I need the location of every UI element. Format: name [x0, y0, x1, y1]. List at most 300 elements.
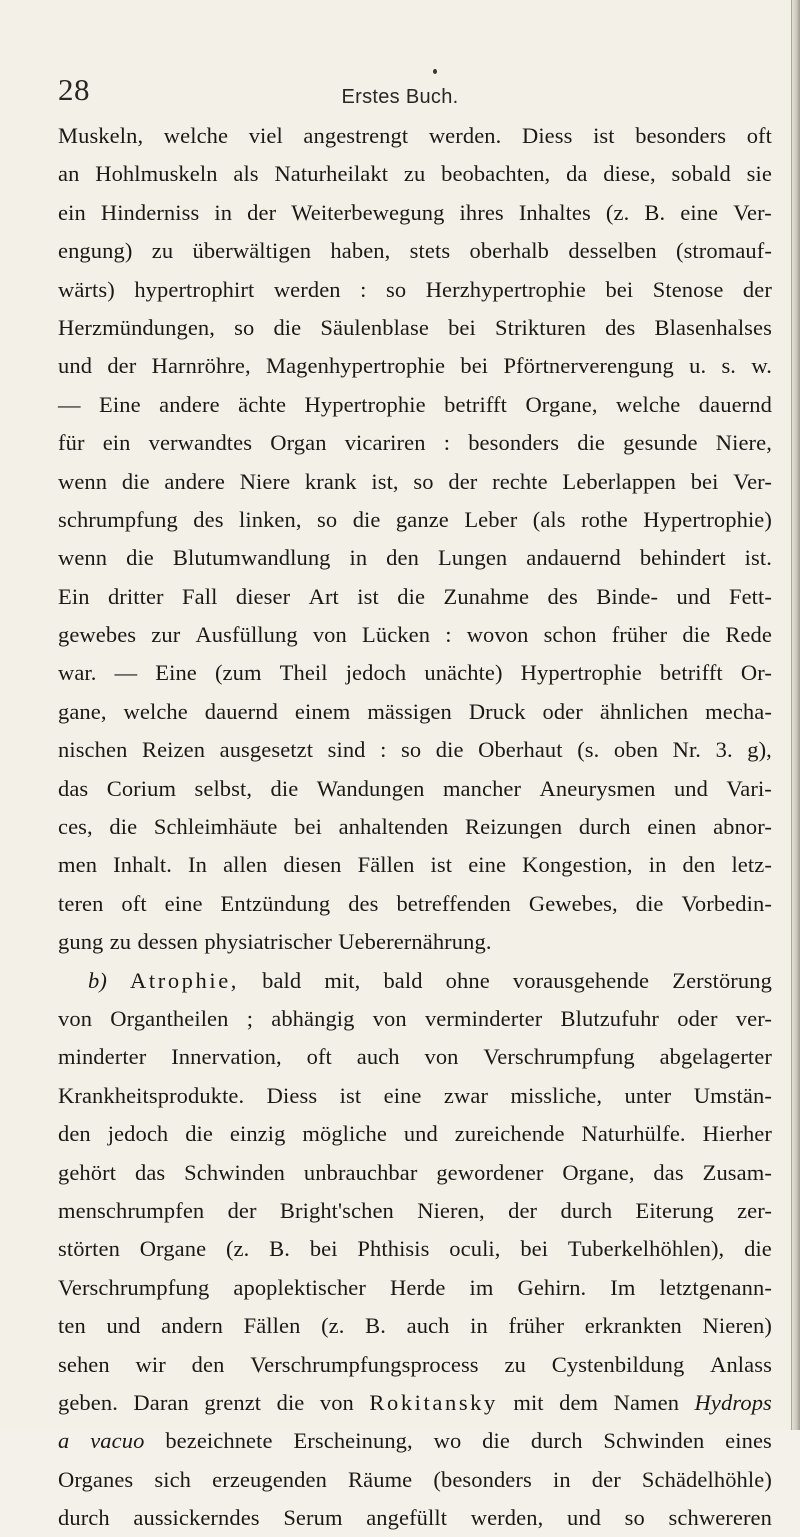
word: B. [269, 1236, 291, 1262]
word: linken, [239, 506, 302, 532]
word: in [349, 545, 368, 571]
word: die [397, 583, 426, 609]
word: oben [613, 737, 659, 763]
word: Nr. [672, 737, 702, 763]
word: menschrumpfen [58, 1197, 205, 1223]
text-line [58, 654, 772, 692]
text-line [58, 923, 772, 961]
word: dritter [107, 583, 164, 609]
word: so [234, 314, 255, 340]
text-line [58, 1077, 772, 1115]
word: gehört [58, 1159, 117, 1185]
text-line [58, 1038, 772, 1076]
running-head: Erstes Buch. [341, 86, 459, 108]
word: Reizen [141, 737, 206, 763]
word: Blutzufuhr [560, 1005, 660, 1031]
text-line [58, 271, 772, 309]
word: Ausfüllung [195, 622, 298, 648]
text-line [58, 463, 772, 501]
text-line [58, 770, 772, 808]
word: rothe [581, 506, 628, 532]
word: (zum [214, 660, 262, 686]
word: sobald [671, 161, 731, 187]
word: zu [151, 238, 174, 264]
word: Räume [348, 1466, 413, 1492]
word: werden, [470, 1505, 544, 1531]
word: gane, [58, 698, 107, 724]
word: unbrauchbar [303, 1159, 418, 1185]
word: Gewebes, [528, 890, 618, 916]
word: die [185, 1121, 213, 1147]
word: Fällen [243, 1313, 301, 1339]
word: abgelagerter [659, 1044, 772, 1070]
text-line [58, 1384, 772, 1422]
word: verwandtes [148, 430, 253, 456]
word: Organe, [525, 391, 598, 417]
word: schrumpfung [58, 506, 178, 532]
text-line [58, 1230, 772, 1268]
word: Theil [279, 660, 328, 686]
word: mit, [324, 967, 361, 993]
word: für [58, 430, 85, 456]
text-line [58, 1269, 772, 1307]
word: Herzhypertrophie [425, 276, 586, 302]
word: da [566, 161, 588, 187]
word: Naturheilakt [274, 161, 389, 187]
word: früher [508, 1313, 565, 1339]
word: Naturhülfe. [581, 1121, 686, 1147]
word: Hierher [702, 1121, 772, 1147]
word: und [106, 1313, 141, 1339]
word: Verschrumpfungsprocess [250, 1351, 479, 1377]
text-line [58, 1000, 772, 1038]
word: die [109, 814, 138, 840]
word: (z. [321, 1313, 345, 1339]
word: Krankheitsprodukte. [58, 1082, 245, 1108]
text-line [58, 194, 772, 232]
text-line [58, 1115, 772, 1153]
word: Magenhypertrophie [265, 353, 446, 379]
word: der [247, 199, 277, 225]
word: s. [721, 353, 737, 379]
word: andauernd [526, 545, 621, 571]
word: (z. [605, 199, 630, 225]
word: Fett- [728, 583, 772, 609]
text-line [58, 501, 772, 539]
word: Schwinden [184, 1159, 286, 1185]
word: Gehirn. [517, 1274, 587, 1300]
text-line [58, 1461, 772, 1499]
text-line [58, 117, 772, 155]
word: ähnlichen [599, 698, 689, 724]
word: einem [294, 698, 351, 724]
word: Leber [464, 506, 518, 532]
word: Diess [521, 123, 573, 148]
text-line [58, 1346, 772, 1384]
word: Muskeln, [58, 123, 144, 148]
word: war. [58, 660, 97, 686]
text-line [58, 347, 772, 385]
word: und [566, 1505, 602, 1531]
word: ächte [238, 391, 287, 417]
text-line [58, 386, 772, 424]
word: von [312, 622, 347, 648]
word: an [58, 161, 80, 187]
word: vorausgehende [512, 967, 650, 993]
word: Eine [99, 391, 141, 417]
word: ohne [445, 967, 490, 993]
word: bezeichnete [165, 1428, 273, 1454]
word: (stromauf- [675, 238, 772, 264]
word: angefüllt [366, 1505, 448, 1531]
word: Organes [58, 1466, 134, 1492]
word: besonders [468, 430, 560, 456]
word: auch [356, 1044, 400, 1070]
word: und [58, 353, 93, 379]
word: welche [123, 698, 188, 724]
word: dem [559, 1389, 599, 1415]
word: den [682, 852, 716, 878]
word: engung) [58, 238, 133, 264]
word: das [134, 1159, 166, 1185]
word: Zunahme [443, 583, 530, 609]
word: die [273, 314, 302, 340]
word: Vorbedin- [681, 890, 772, 916]
word: im [469, 1274, 494, 1300]
word: das [653, 1159, 684, 1185]
word: vicariren [344, 430, 426, 456]
word: mancher [442, 775, 522, 801]
word: den [58, 1121, 91, 1147]
word: den [386, 545, 419, 571]
word: B. [644, 199, 666, 225]
word: bald [262, 967, 302, 993]
word: Erscheinung, [293, 1428, 413, 1454]
word: angestrengt [303, 123, 409, 148]
word: g), [747, 737, 772, 763]
word: als [233, 161, 259, 187]
word: vacuo [90, 1428, 145, 1454]
word: störten [58, 1236, 120, 1262]
word: andere [164, 468, 225, 494]
word: Ein [58, 583, 90, 609]
word: ist. [744, 545, 772, 571]
word: (als [532, 506, 566, 532]
word: Lungen [437, 545, 508, 571]
word: oculi, [449, 1236, 501, 1262]
word: Hypertrophie [520, 660, 642, 686]
text-line [58, 808, 772, 846]
word: dessen [137, 929, 199, 955]
word: Organe [139, 1236, 207, 1262]
word: Kongestion, [522, 852, 633, 878]
word: Druck [468, 698, 526, 724]
word: Strikturen [495, 314, 586, 340]
word: mässigen [367, 698, 452, 724]
word: Stenose [652, 276, 724, 302]
word: schon [543, 622, 597, 648]
word: bei [294, 814, 322, 840]
word: ist [430, 852, 453, 878]
word: : [445, 622, 452, 648]
word: Bright'schen [279, 1197, 394, 1223]
word: zer- [737, 1197, 772, 1223]
word: bald [383, 967, 423, 993]
word: in [552, 1466, 571, 1492]
word: w. [751, 353, 772, 379]
word: werden. [428, 123, 502, 148]
word: der [448, 468, 478, 494]
word: die [126, 545, 154, 571]
word: besonders [635, 123, 727, 148]
word: andere [159, 391, 220, 417]
word: Corium [106, 775, 177, 801]
word: men [58, 852, 98, 878]
word: Umstän- [693, 1082, 772, 1108]
word: Diess [266, 1082, 318, 1108]
text-line [58, 1192, 772, 1230]
word: zu [109, 929, 132, 955]
word: Rede [725, 622, 772, 648]
word: der [227, 1197, 257, 1223]
text-line [58, 1154, 772, 1192]
word: betrifft [444, 391, 508, 417]
word: oder [677, 1005, 718, 1031]
word: B. [365, 1313, 386, 1339]
word: die [744, 1236, 772, 1262]
word: so [624, 1505, 645, 1531]
word: durch [578, 814, 631, 840]
word: die [276, 1389, 305, 1415]
text-line [58, 962, 772, 1000]
word: ist [357, 583, 379, 609]
word: Phthisis [357, 1236, 430, 1262]
word: bei [460, 353, 489, 379]
word: die [435, 737, 464, 763]
word: wo [433, 1428, 462, 1454]
word: Hinderniss [100, 199, 200, 225]
word: Hohlmuskeln [95, 161, 218, 187]
word: Schleimhäute [153, 814, 278, 840]
word: verminderter [424, 1005, 543, 1031]
word: Tuberkelhöhlen), [567, 1236, 725, 1262]
word: Atrophie, [130, 967, 240, 993]
word: viel [248, 123, 283, 148]
word: Entzündung [220, 890, 331, 916]
word: Schwinden [603, 1428, 705, 1454]
word: eine [468, 852, 507, 878]
word: In [188, 852, 207, 878]
word: ist, [371, 468, 399, 494]
word: Nieren, [417, 1197, 485, 1223]
page-number: 28 [58, 72, 90, 107]
word: in [214, 199, 233, 225]
word: zu [403, 161, 426, 187]
text-line [58, 846, 772, 884]
word: durch [560, 1197, 613, 1223]
word: Hydrops [694, 1389, 772, 1415]
word: : [443, 430, 451, 456]
body-text [58, 117, 772, 1537]
word: ten [58, 1313, 86, 1339]
word: sehen [58, 1351, 110, 1377]
word: überwältigen [192, 238, 312, 264]
word: der [107, 353, 137, 379]
word: Harnröhre, [151, 353, 251, 379]
word: 3. [715, 737, 733, 763]
word: Hypertrophie) [643, 506, 772, 532]
word: Blasenhalses [654, 314, 772, 340]
word: u. [689, 353, 707, 379]
word: sind [327, 737, 366, 763]
word: zu [504, 1351, 526, 1377]
word: Innervation, [171, 1044, 282, 1070]
word: der [591, 1466, 621, 1492]
word: und [676, 583, 711, 609]
word: Herzmündungen, [58, 314, 215, 340]
word: nischen [58, 737, 128, 763]
word: des [193, 506, 224, 532]
word: so [413, 468, 434, 494]
word: ver- [735, 1005, 772, 1031]
word: und [403, 1121, 438, 1147]
word: Niere, [715, 430, 772, 456]
word: eine [680, 199, 719, 225]
word: ausgesetzt [219, 737, 314, 763]
word: Vari- [726, 775, 772, 801]
text-line [58, 1499, 772, 1537]
word: ein [58, 199, 86, 225]
page-edge-line [791, 0, 792, 1430]
word: Blutumwandlung [172, 545, 331, 571]
word: ist [593, 123, 615, 148]
word: Aneurysmen [539, 775, 656, 801]
word: wenn [58, 468, 108, 494]
word: Verschrumpfung [58, 1274, 210, 1300]
text-line [58, 539, 772, 577]
text-line [58, 1307, 772, 1345]
word: jedoch [107, 1121, 169, 1147]
word: diesen [283, 852, 342, 878]
word: zwar [443, 1082, 489, 1108]
word: ces, [58, 814, 93, 840]
word: (s. [577, 737, 600, 763]
word: a [58, 1428, 70, 1454]
word: die [121, 468, 150, 494]
word: wenn [58, 545, 108, 571]
word: Eine [155, 660, 197, 686]
word: Verschrumpfung [483, 1044, 635, 1070]
word: Hypertrophie [304, 391, 426, 417]
word: von [58, 1005, 93, 1031]
word: Fall [182, 583, 218, 609]
word: (z. [225, 1236, 250, 1262]
text-line [58, 731, 772, 769]
word: der [508, 1197, 538, 1223]
word: rechte [492, 468, 548, 494]
word: Schädelhöhle) [641, 1466, 772, 1492]
word: — [58, 391, 81, 417]
word: Wandungen [316, 775, 425, 801]
word: unter [624, 1082, 672, 1108]
text-line [58, 616, 772, 654]
word: oder [542, 698, 583, 724]
word: und [673, 775, 708, 801]
word: von [372, 1005, 407, 1031]
word: diese, [603, 161, 656, 187]
text-line [58, 155, 772, 193]
word: Zusam- [702, 1159, 772, 1185]
word: eine [383, 1082, 422, 1108]
text-line [58, 1422, 772, 1460]
word: Ver- [733, 468, 772, 494]
word: allen [223, 852, 268, 878]
word: Fällen [357, 852, 415, 878]
word: Or- [740, 660, 772, 686]
word: erzeugenden [212, 1466, 327, 1492]
word: Im [610, 1274, 636, 1300]
word: eine [164, 890, 203, 916]
word: Pförtnerverengung [503, 353, 674, 379]
word: Binde- [596, 583, 659, 609]
word: des [547, 583, 578, 609]
word: bei [448, 314, 476, 340]
word: oberhalb [469, 238, 550, 264]
word: behindert [639, 545, 726, 571]
word: Herde [390, 1274, 446, 1300]
word: so [385, 276, 407, 302]
word: so [317, 506, 338, 532]
text-line [58, 232, 772, 270]
word: einzig [229, 1121, 286, 1147]
word: letztgenann- [659, 1274, 772, 1300]
word: apoplektischer [233, 1274, 366, 1300]
word: von [424, 1044, 459, 1070]
word: : [360, 276, 367, 302]
word: Lücken [362, 622, 431, 648]
word: : [380, 737, 387, 763]
word: oft [306, 1044, 332, 1070]
word: das [58, 775, 89, 801]
word: durch [58, 1505, 110, 1531]
word: Zerstörung [672, 967, 772, 993]
word: die [270, 775, 299, 801]
word: des [605, 314, 636, 340]
word: einen [647, 814, 697, 840]
word: Reizungen [465, 814, 563, 840]
word: die [352, 506, 381, 532]
word: selbst, [194, 775, 253, 801]
word: Serum [283, 1505, 343, 1531]
word: gung [58, 929, 104, 955]
word: letz- [731, 852, 772, 878]
word: Weiterbewegung [291, 199, 445, 225]
word: mecha- [705, 698, 772, 724]
word: gewordener [436, 1159, 544, 1185]
word: minderter [58, 1044, 147, 1070]
word: eines [725, 1428, 772, 1454]
word: Namen [613, 1389, 680, 1415]
word: ganze [395, 506, 449, 532]
word: andern [161, 1313, 223, 1339]
word: abhängig [271, 1005, 355, 1031]
word: Niere [239, 468, 291, 494]
word: schwereren [668, 1505, 772, 1531]
word: oft [121, 890, 147, 916]
word: gesunde [623, 430, 698, 456]
word: früher [611, 622, 668, 648]
word: Daran [133, 1389, 189, 1415]
